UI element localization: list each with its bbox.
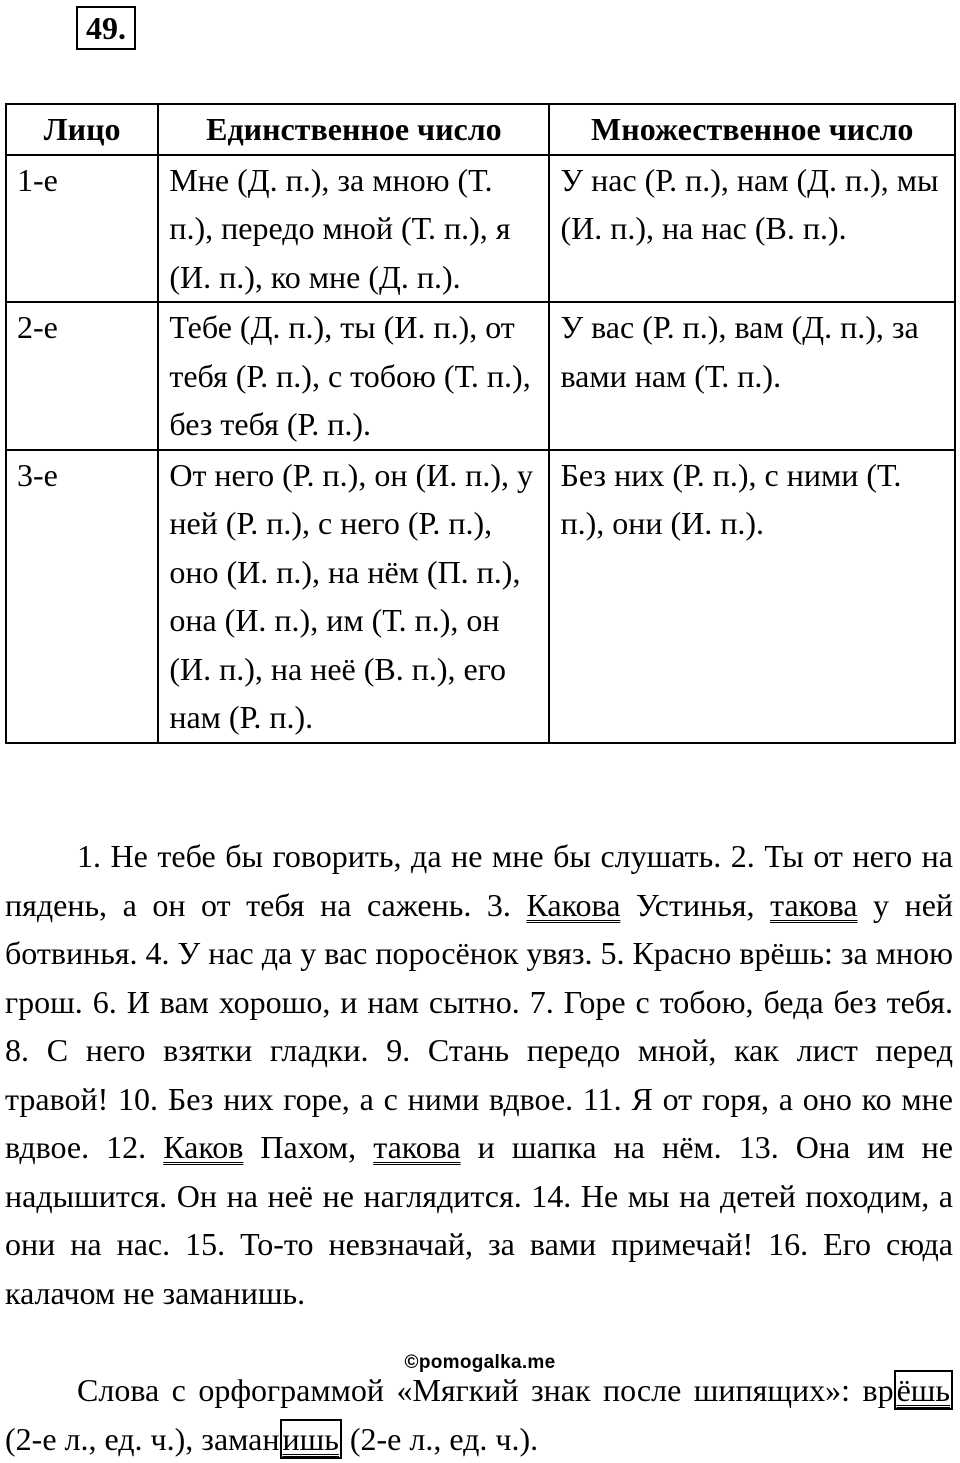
proverbs-text: у ней ботвинья. 4. У нас да у вас поросёнок увяз. 5. Красно врёшь: за мною грош. 6. И вам хорошо, и нам сытно. 7. Горе с тобою, беда без тебя. 8. С него взятки гладки. 9. Стань передо мной, как лист перед травой! 10. Без них горе, а с ними вдвое. 11. Я от горя, а оно ко мне вдвое. 12. — [5, 886, 954, 1165]
underlined-word: Каков — [163, 1129, 244, 1165]
pronoun-table — [5, 103, 956, 744]
person-cell: 1-е — [6, 155, 158, 303]
word-root: заман — [201, 1420, 280, 1457]
task-number: 49. — [76, 6, 136, 50]
header-plural: Множественное число — [549, 104, 955, 155]
spelling-intro: Слова с орфограммой «Мягкий знак после шипящих»: — [77, 1372, 863, 1408]
watermark: ©pomogalka.me — [404, 1352, 556, 1373]
singular-cell: Мне (Д. п.), за мною (Т. п.), передо мной (Т. п.), я (И. п.), ко мне (Д. п.). — [158, 155, 549, 303]
plural-cell: У нас (Р. п.), нам (Д. п.), мы (И. п.), на нас (В. п.). — [549, 155, 955, 303]
person-cell: 2-е — [6, 302, 158, 450]
table-row — [6, 302, 955, 450]
singular-cell: Тебе (Д. п.), ты (И. п.), от тебя (Р. п.), с тобою (Т. п.), без тебя (Р. п.). — [158, 302, 549, 450]
word-root: вр — [862, 1372, 894, 1408]
header-singular: Единственное число — [158, 104, 549, 155]
word-ending-box: ёшь — [894, 1370, 953, 1410]
underlined-word: такова — [770, 886, 858, 923]
word-note: (2-е л., ед. ч.). — [341, 1420, 539, 1457]
proverbs-text: Пахом, — [243, 1129, 374, 1165]
person-cell: 3-е — [6, 450, 158, 743]
proverbs-text: 1. Не тебе бы говорить, да не мне бы слушать. 2. Ты от него на пядень, а он от тебя на сажень. 3. — [5, 838, 953, 923]
underlined-word: Какова — [526, 886, 621, 923]
header-person: Лицо — [6, 104, 158, 155]
plural-cell: Без них (Р. п.), с ними (Т. п.), они (И. п.). — [549, 450, 955, 743]
underlined-word: такова — [373, 1129, 461, 1165]
plural-cell: У вас (Р. п.), вам (Д. п.), за вами нам (Т. п.). — [549, 302, 955, 450]
word-ending-box: ишь — [280, 1419, 342, 1459]
table-row — [6, 450, 955, 743]
table-row — [6, 155, 955, 303]
proverbs-paragraph — [5, 832, 953, 1317]
word-note: (2-е л., ед. ч.), — [5, 1420, 202, 1457]
proverbs-text: Устинья, — [620, 886, 771, 923]
spelling-paragraph — [5, 1366, 953, 1463]
table-header-row — [6, 104, 955, 155]
singular-cell: От него (Р. п.), он (И. п.), у ней (Р. п.), с него (Р. п.), оно (И. п.), на нём (П. п.), она (И. п.), им (Т. п.), он (И. п.), на неё (В. п.), его нам (Р. п.). — [158, 450, 549, 743]
proverbs-text: и шапка на нём. 13. Она им не надышится. Он на неё не наглядится. 14. Не мы на детей походим, а они на нас. 15. То-то невзначай, за вами примечай! 16. Его сюда калачом не заманишь. — [5, 1129, 953, 1311]
